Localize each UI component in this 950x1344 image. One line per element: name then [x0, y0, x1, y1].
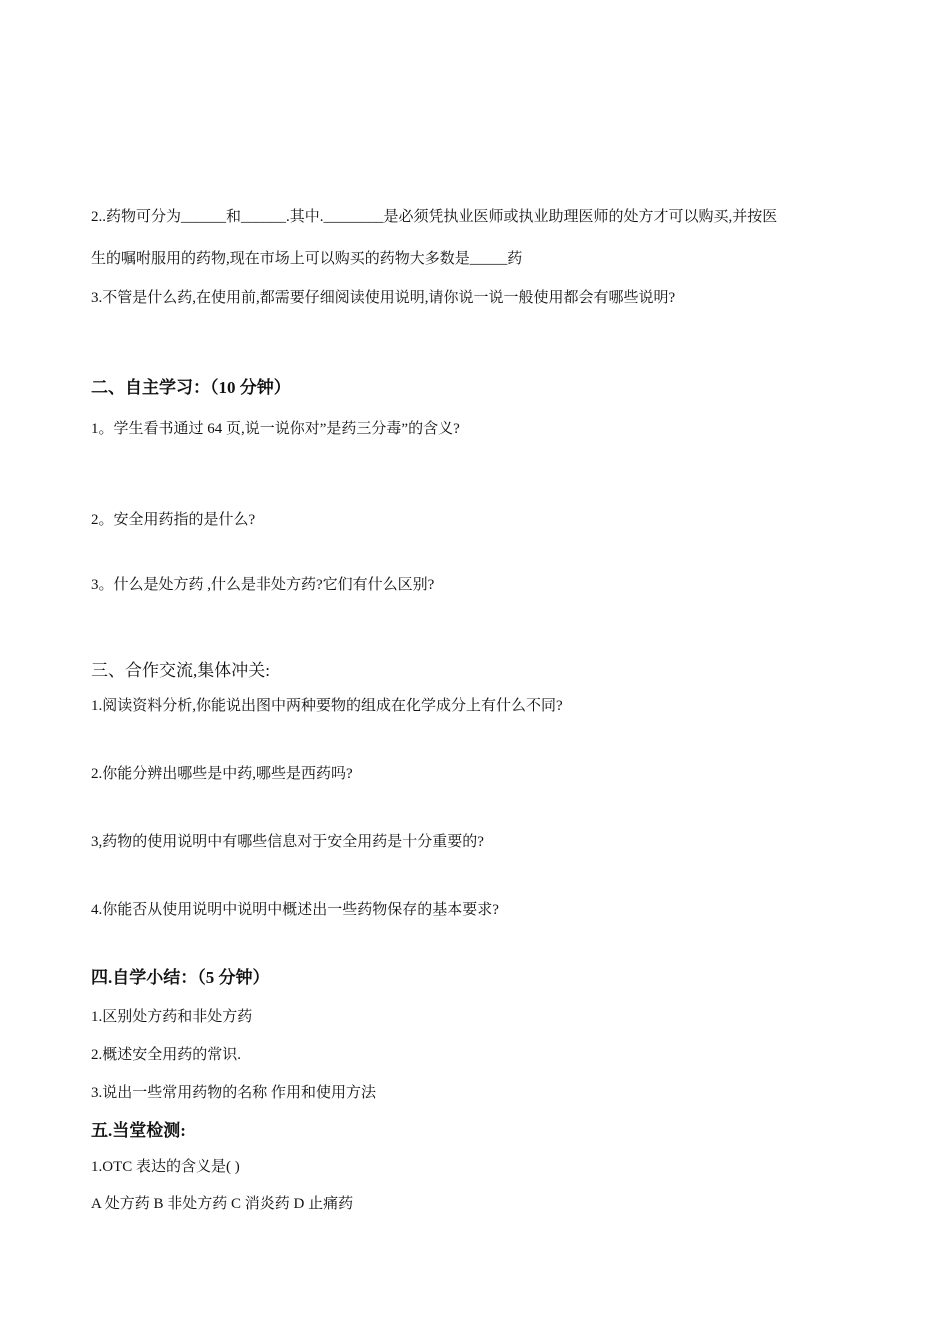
- intro-question-3: 3.不管是什么药,在使用前,都需要仔细阅读使用说明,请你说一说一般使用都会有哪些说明?: [91, 290, 676, 306]
- section-2-heading: 二、自主学习：（10 分钟）: [91, 378, 291, 397]
- section-4-item-2: 2.概述安全用药的常识.: [91, 1047, 242, 1063]
- intro-question-2-line-2: 生的嘱咐服用的药物,现在市场上可以购买的药物大多数是_____药: [91, 251, 523, 267]
- section-4-heading: 四.自学小结：（5 分钟）: [91, 968, 270, 987]
- section-2-item-2: 2。安全用药指的是什么?: [91, 512, 256, 528]
- section-2-item-3: 3。什么是处方药 ,什么是非处方药?它们有什么区别?: [91, 577, 435, 593]
- section-4-item-3: 3.说出一些常用药物的名称 作用和使用方法: [91, 1085, 377, 1101]
- intro-question-2-line-1: 2..药物可分为______和______.其中.________是必须凭执业医师或执业助理医师的处方才可以购买,并按医: [91, 209, 778, 225]
- section-3-item-2: 2.你能分辨出哪些是中药,哪些是西药吗?: [91, 766, 353, 782]
- section-4-item-1: 1.区别处方药和非处方药: [91, 1009, 253, 1025]
- section-5-question-1: 1.OTC 表达的含义是( ): [91, 1159, 240, 1175]
- section-3-heading: 三、合作交流,集体冲关:: [91, 661, 270, 680]
- section-3-item-1: 1.阅读资料分析,你能说出图中两种要物的组成在化学成分上有什么不同?: [91, 698, 563, 714]
- section-5-heading: 五.当堂检测:: [91, 1121, 186, 1140]
- section-3-item-3: 3,药物的使用说明中有哪些信息对于安全用药是十分重要的?: [91, 834, 484, 850]
- section-2-item-1: 1。学生看书通过 64 页,说一说你对”是药三分毒”的含义?: [91, 421, 460, 437]
- section-5-question-1-options: A 处方药 B 非处方药 C 消炎药 D 止痛药: [91, 1196, 354, 1212]
- section-3-item-4: 4.你能否从使用说明中说明中概述出一些药物保存的基本要求?: [91, 902, 499, 918]
